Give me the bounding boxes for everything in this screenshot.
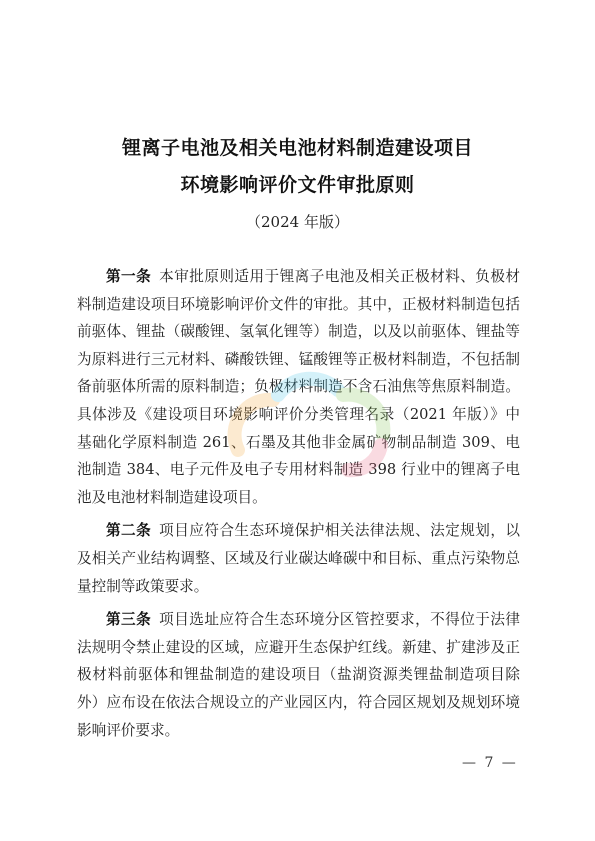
- article-3: [77, 606, 520, 744]
- document-title-line-2: 环境影响评价文件审批原则: [180, 174, 415, 196]
- document-body: [77, 263, 520, 750]
- document-edition: （2024 年版）: [246, 213, 349, 231]
- document-title-line-1: 锂离子电池及相关电池材料制造建设项目: [121, 137, 473, 159]
- article-3-label: 第三条: [106, 611, 152, 629]
- page-number: — 7 —: [462, 755, 518, 771]
- article-3-text: 项目选址应符合生态环境分区管控要求，不得位于法律法规明令禁止建设的区域，应避开生态保护红线。新建、扩建涉及正极材料前驱体和锂盐制造的建设项目（盐湖资源类锂盐制造项目除外）应布设在依法合规设立的产业园区内，符合园区规划及规划环境影响评价要求。: [77, 611, 520, 739]
- article-2: [77, 517, 520, 600]
- article-1: [77, 263, 520, 511]
- article-1-label: 第一条: [106, 268, 152, 285]
- article-2-label: 第二条: [106, 522, 152, 540]
- article-1-text: 本审批原则适用于锂离子电池及相关正极材料、负极材料制造建设项目环境影响评价文件的审批。其中，正极材料制造包括前驱体、锂盐（碳酸锂、氢氧化锂等）制造，以及以前驱体、锂盐等为原料进行三元材料、磷酸铁锂、锰酸锂等正极材料制造，不包括制备前驱体所需的原料制造；负极材料制造不含石油焦等焦原料制造。具体涉及《建设项目环境影响评价分类管理名录（2021 年版）》中基础化学原料制造 261、石墨及其他非金属矿物制品制造 309、电池制造 384、电子元件及电子专用材料制造 398 行业中的锂离子电池及电池材料制造建设项目。: [77, 268, 520, 506]
- article-2-text: 项目应符合生态环境保护相关法律法规、法定规划，以及相关产业结构调整、区域及行业碳达峰碳中和目标、重点污染物总量控制等政策要求。: [77, 522, 520, 595]
